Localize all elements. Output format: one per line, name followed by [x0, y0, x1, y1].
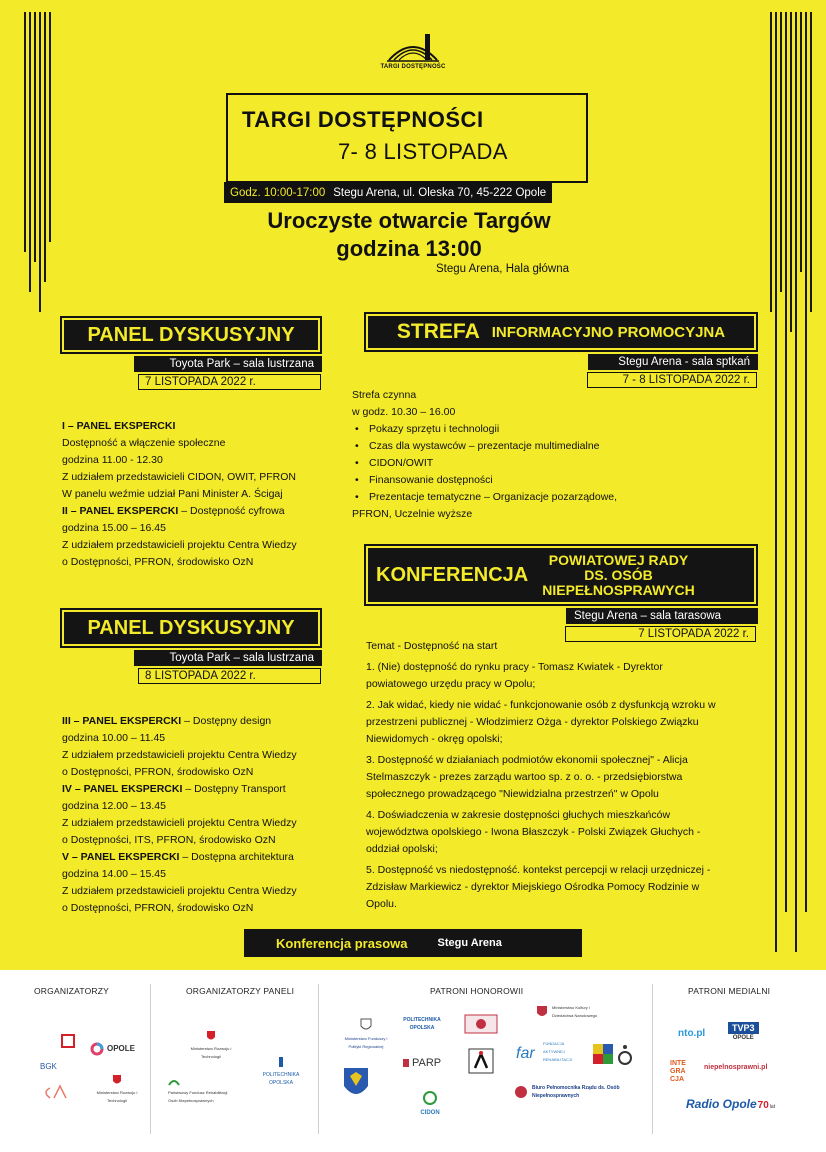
panel1-line: godzina 15.00 – 16.45	[62, 522, 166, 534]
panel2-line: – Dostępny design	[181, 715, 272, 727]
strefa-title-small: INFORMACYJNO PROMOCYJNA	[491, 323, 726, 341]
strefa-tail: PFRON, Uczelnie wyższe	[352, 508, 473, 520]
panel2-line: Z udziałem przedstawicieli projektu Centra Wiedzy	[62, 885, 297, 897]
coat-of-arms-icon	[342, 1066, 370, 1102]
cidon-text: CIDON	[420, 1110, 440, 1116]
puzzle-wheelchair-icon	[592, 1042, 636, 1068]
stripes-left-decoration	[24, 12, 51, 312]
panel2-line: IV – PANEL EKSPERCKI	[62, 783, 183, 795]
integracja-logo: INTE GRA CJA	[670, 1060, 686, 1083]
panel-organizers-heading: ORGANIZATORZY PANELI	[186, 986, 295, 996]
panel2-line: V – PANEL EKSPERCKI	[62, 851, 180, 863]
ministry-logo-b	[186, 1030, 236, 1061]
nto-text: nto.pl	[678, 1028, 706, 1039]
stripe	[24, 12, 26, 252]
strefa-location: Stegu Arena - sala sptkań	[588, 354, 758, 370]
radio-opole-logo	[686, 1097, 776, 1111]
konferencja-line: powiatowego urzędu pracy w Opolu;	[366, 678, 536, 690]
opening-title: Uroczyste otwarcie Targów	[267, 208, 551, 233]
tvp3-logo	[728, 1022, 759, 1042]
cidon-logo	[410, 1090, 450, 1117]
mfipr-logo	[340, 1018, 392, 1051]
eagle-icon	[112, 1074, 122, 1086]
event-title: TARGI DOSTĘPNOŚCI	[242, 107, 484, 132]
panel1-date: 7 LISTOPADA 2022 r.	[138, 374, 321, 390]
radio-text: Radio Opole	[686, 1097, 757, 1111]
pfron-logo	[168, 1076, 238, 1105]
panel2-line: o Dostępności, PFRON, środowisko OzN	[62, 902, 254, 914]
panel2-line: – Dostępna architektura	[179, 851, 294, 863]
panel2-line: Z udziałem przedstawicieli projektu Centra Wiedzy	[62, 749, 297, 761]
konferencja-line: Opolu.	[366, 898, 397, 910]
konferencja-line: 5. Dostępność vs niedostępność. kontekst percepcji w relacji urzędniczej -	[366, 864, 711, 876]
konferencja-line: województwa opolskiego - Iwona Błaszczyk - Polski Związek Głuchych -	[366, 826, 701, 838]
stripe	[775, 12, 777, 952]
divider	[318, 984, 319, 1134]
eagle-icon	[360, 1018, 372, 1032]
konferencja-title-line: NIEPEŁNOSPRAWYCH	[542, 581, 695, 598]
panel2-line: o Dostępności, PFRON, środowisko OzN	[62, 766, 254, 778]
honorary-heading: PATRONI HONOROWII	[430, 986, 524, 996]
konferencja-date: 7 LISTOPADA 2022 r.	[565, 626, 756, 642]
strefa-title-big: STREFA	[396, 320, 480, 343]
panel1-line: Z udziałem przedstawicieli CIDON, OWIT, PFRON	[62, 471, 296, 483]
panel1-heading: PANEL DYSKUSYJNY	[62, 318, 320, 352]
svg-text:far: far	[516, 1045, 535, 1062]
far-logo	[516, 1040, 583, 1064]
mkis-logo	[536, 1004, 626, 1020]
konferencja-line: Stelmaszczyk - prezes zarządu wartoo sp. z o. o. - przedsiębiorstwa	[366, 771, 683, 783]
panel1-line: – Dostępność cyfrowa	[178, 505, 285, 517]
list-item: • CIDON/OWIT	[352, 455, 617, 472]
sponsors-footer	[0, 970, 826, 1152]
panel1-line: I – PANEL EKSPERCKI	[62, 420, 176, 432]
opening-time: godzina 13:00	[336, 236, 482, 261]
strefa-intro	[352, 387, 455, 421]
konferencja-content	[366, 638, 716, 917]
strefa-date: 7 - 8 LISTOPADA 2022 r.	[587, 372, 757, 388]
strefa-intro-line: Strefa czynna	[352, 389, 417, 401]
strefa-heading	[366, 314, 756, 350]
panel2-location: Toyota Park – sala lustrzana	[134, 650, 322, 666]
stripe	[44, 12, 46, 282]
wheelchair-icon	[514, 1085, 528, 1099]
organizers-heading: ORGANIZATORZY	[34, 986, 110, 996]
list-item: • Prezentacje tematyczne – Organizacje pozarządowe,	[352, 489, 617, 506]
divider	[652, 984, 653, 1134]
press-title: Konferencja prasowa	[276, 935, 408, 951]
biuro-logo	[514, 1084, 642, 1100]
panel2-line: godzina 12.00 – 13.45	[62, 800, 166, 812]
konferencja-topic: Temat - Dostępność na start	[366, 640, 498, 652]
media-heading: PATRONI MEDIALNI	[688, 986, 771, 996]
opolskie-logo	[342, 1066, 370, 1105]
parp-logo	[402, 1058, 441, 1068]
stripe	[29, 12, 31, 292]
eagle-icon	[536, 1005, 548, 1019]
ca-icon	[40, 1082, 74, 1104]
panel1-line: Dostępność a włączenie społeczne	[62, 437, 226, 449]
konferencja-title-small	[542, 553, 694, 598]
list-item: • Czas dla wystawców – prezentacje multimedialne	[352, 438, 617, 455]
panel2-date: 8 LISTOPADA 2022 r.	[138, 668, 321, 684]
mfipr-text: Ministerstwo Funduszy i Polityki Regionalnej	[344, 1036, 388, 1049]
panel2-line: Z udziałem przedstawicieli projektu Centra Wiedzy	[62, 817, 297, 829]
tvp3-text: TVP3	[728, 1022, 759, 1034]
stripes-right-decoration	[770, 12, 812, 952]
list-item: • Pokazy sprzętu i technologii	[352, 421, 617, 438]
mkis-text: Ministerstwo Kultury i Dziedzictwa Narodowego	[552, 1005, 598, 1018]
divider	[150, 984, 151, 1134]
pfron-text: Państwowy Fundusz Rehabilitacji Osób Niepełnosprawnych	[168, 1090, 228, 1103]
info-bar	[224, 182, 552, 203]
nto-logo	[678, 1030, 705, 1039]
red-logo	[464, 1014, 498, 1037]
konferencja-line: oddział opolski;	[366, 843, 438, 855]
panel2-line: – Dostępny Transport	[182, 783, 286, 795]
stripe	[805, 12, 807, 912]
title-box	[226, 93, 588, 183]
ministry-a-text: Ministerstwo Rozwoju i Technologii	[96, 1090, 138, 1103]
polit-a-text: POLITECHNIKA OPOLSKA	[262, 1072, 300, 1086]
press-conference-bar	[244, 929, 582, 957]
opening-place: Stegu Arena, Hala główna	[436, 263, 569, 275]
strefa-list	[352, 421, 617, 506]
opole-text: OPOLE	[107, 1044, 136, 1053]
stripe	[770, 12, 772, 312]
list-item: • Finansowanie dostępności	[352, 472, 617, 489]
ministry-b-text: Ministerstwo Rozwoju i Technologii	[190, 1046, 232, 1059]
stripe	[795, 12, 797, 952]
konferencja-title-line: POWIATOWEJ RADY	[548, 551, 689, 568]
panel2-heading: PANEL DYSKUSYJNY	[62, 610, 320, 646]
ca-logo	[40, 1082, 74, 1107]
puzzle-logo	[592, 1042, 636, 1071]
far-text: FUNDACJA AKTYWNEJ REHABILITACJI	[543, 1041, 573, 1062]
stripe	[810, 12, 812, 312]
konferencja-line: 2. Jak widać, kiedy nie widać - funkcjonowanie osób z dysfunkcją wzroku w	[366, 699, 716, 711]
logo-caption: TARGI DOSTĘPNOŚC	[380, 64, 446, 70]
panel1-line: godzina 11.00 - 12.30	[62, 454, 163, 466]
eagle-icon	[206, 1030, 216, 1042]
konferencja-line: 1. (Nie) dostępność do rynku pracy - Tomasz Kwiatek - Dyrektor	[366, 661, 663, 673]
panel2-line: o Dostępności, ITS, PFRON, środowisko OzN	[62, 834, 276, 846]
stripe	[785, 12, 787, 912]
targi-logo	[368, 30, 458, 70]
bgk-icon	[40, 1034, 80, 1060]
panel2-content	[62, 713, 297, 917]
far-icon	[516, 1042, 540, 1062]
konferencja-line: 3. Dostępność w działaniach podmiotów ekonomii społecznej" - Alicja	[366, 754, 688, 766]
stripe	[39, 12, 41, 312]
niepelnosprawni-logo: niepelnosprawni.pl	[704, 1064, 768, 1071]
panel1-line: II – PANEL EKSPERCKI	[62, 505, 179, 517]
tvp3-sub: OPOLE	[732, 1035, 754, 1041]
address-text: Stegu Arena, ul. Oleska 70, 45-222 Opole	[333, 186, 547, 199]
event-dates: 7- 8 LISTOPADA	[338, 139, 508, 164]
person-icon	[468, 1048, 494, 1074]
konferencja-title-big: KONFERENCJA	[376, 563, 529, 586]
panel1-line: Z udziałem przedstawicieli projektu Centra Wiedzy	[62, 539, 297, 551]
konferencja-line: Niewidomych - okręg opolski;	[366, 733, 503, 745]
opole-logo	[90, 1042, 135, 1056]
cidon-icon	[422, 1090, 438, 1106]
biuro-text: Biuro Pełnomocnika Rządu ds. Osób Niepełnosprawnych	[532, 1085, 620, 1099]
pfron-icon	[168, 1076, 180, 1086]
konferencja-heading	[366, 546, 756, 604]
press-location: Stegu Arena	[437, 937, 502, 949]
konferencja-line: społecznego prowadzącego "Niewidzialna przestrzeń" w Opolu	[366, 788, 659, 800]
parp-text: PARP	[412, 1057, 442, 1069]
konferencja-location: Stegu Arena – sala tarasowa	[566, 608, 758, 624]
stripe	[34, 12, 36, 262]
panel1-line: o Dostępności, PFRON, środowisko OzN	[62, 556, 254, 568]
hours-text: Godz. 10:00-17:00	[230, 186, 326, 199]
emblem-icon	[464, 1014, 498, 1034]
strefa-intro-line: w godz. 10.30 – 16.00	[352, 406, 456, 418]
panel1-line: W panelu weźmie udział Pani Minister A. Ścigaj	[62, 488, 283, 500]
panel1-content	[62, 418, 297, 571]
panel1-location: Toyota Park – sala lustrzana	[134, 356, 322, 372]
konferencja-line: Zdzisław Markiewicz - dyrektor Miejskiego Ośrodka Pomocy Rodzinie w	[366, 881, 700, 893]
konferencja-line: 4. Doświadczenia w zakresie dostępności głuchych mieszkańców	[366, 809, 671, 821]
ministry-logo-a	[92, 1074, 142, 1105]
stripe	[800, 12, 802, 272]
radio-70: 70	[757, 1100, 769, 1111]
stadium-icon	[385, 30, 441, 64]
polit-icon	[276, 1056, 286, 1068]
parp-icon	[402, 1058, 410, 1068]
panel2-line: godzina 14.00 – 15.45	[62, 868, 166, 880]
bgk-logo	[40, 1034, 80, 1071]
konferencja-title-line: DS. OSÓB	[584, 566, 653, 583]
opole-ring-icon	[90, 1042, 104, 1056]
radio-lat: lat	[769, 1104, 776, 1110]
stripe	[780, 12, 782, 292]
stripe	[49, 12, 51, 242]
polit-b-text: POLITECHNIKA OPOLSKA	[403, 1017, 441, 1031]
polit-opolska-logo-b	[400, 1016, 444, 1032]
accessibility-logo	[468, 1048, 494, 1077]
konferencja-line: przestrzeni publicznej - Włodzimierz Ożga - dyrektor Polskiego Związku	[366, 716, 699, 728]
polit-opolska-logo-a	[256, 1056, 306, 1087]
bgk-text: BGK	[40, 1062, 57, 1071]
panel2-line: godzina 10.00 – 11.45	[62, 732, 166, 744]
panel2-line: III – PANEL EKSPERCKI	[62, 715, 182, 727]
stripe	[790, 12, 792, 332]
